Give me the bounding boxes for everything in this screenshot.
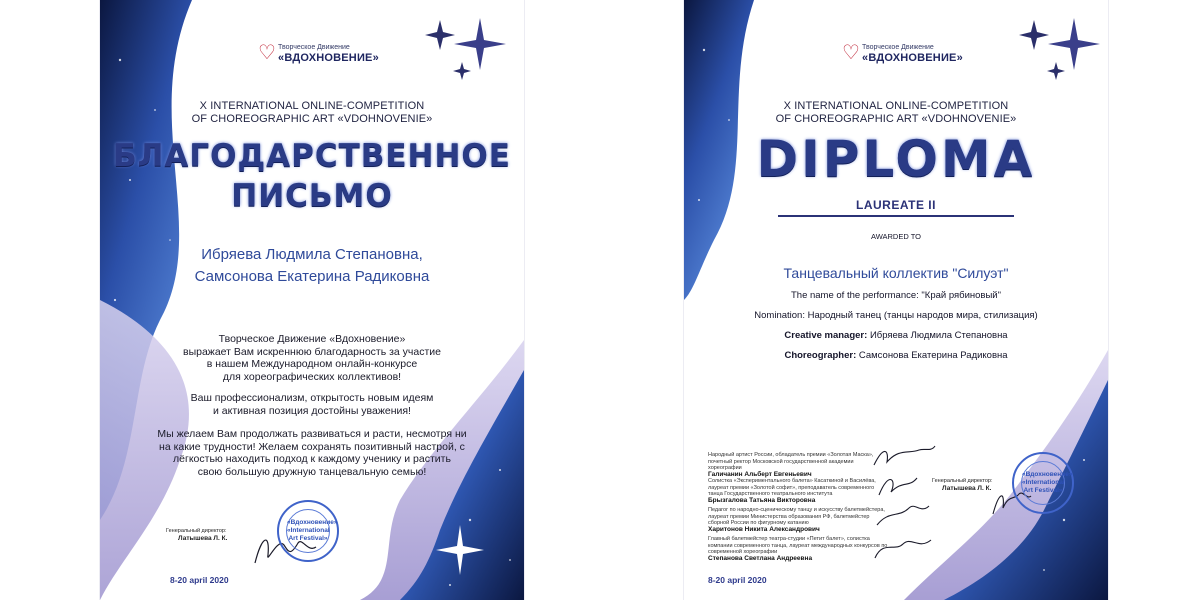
- document-title: DIPLOMA: [756, 130, 1036, 188]
- official-stamp: [277, 500, 339, 562]
- logo-subtitle: Творческое Движение: [862, 44, 934, 51]
- logo-subtitle: Творческое Движение: [278, 44, 350, 51]
- text-line: лёгкостью находить подход к каждому ученику и растить: [173, 453, 451, 465]
- stamp-line: «International: [1022, 479, 1065, 486]
- stamp-line: Art Festival»: [288, 535, 328, 542]
- text-line: Творческое Движение «Вдохновение»: [218, 333, 406, 345]
- director-block: [166, 528, 227, 542]
- director-name: Латышева Л. К.: [942, 485, 992, 492]
- jury-description: Солистка «Экспериментального балета» Касаткиной и Василёва, лауреат премии «Золотой софит», преподаватель современного танца Государственного театрального института: [708, 478, 876, 498]
- competition-line: OF CHOREOGRAPHIC ART «VDOHNOVENIE»: [775, 113, 1017, 125]
- creative-manager-label: Creative manager:: [784, 330, 868, 341]
- competition-name: [684, 100, 1108, 126]
- diploma: [684, 0, 1108, 600]
- jury-name: Брызгалова Татьяна Викторовна: [708, 496, 816, 504]
- official-stamp: [1012, 452, 1074, 514]
- sparkle-star-icon: [430, 520, 490, 580]
- jury-name: Харитонов Никита Александрович: [708, 525, 820, 533]
- performance-name: The name of the performance: "Край рябиновый": [790, 290, 1001, 301]
- paragraph-1: [140, 333, 484, 383]
- stamp-line: «Вдохновение»: [287, 519, 338, 526]
- logo-name: «ВДОХНОВЕНИЕ»: [278, 52, 379, 64]
- thank-you-letter: [100, 0, 524, 600]
- director-role: Генеральный директор:: [932, 478, 993, 484]
- text-line: в нашем Международном онлайн-конкурсе: [206, 358, 418, 370]
- logo: [684, 42, 1108, 68]
- competition-line: OF CHOREOGRAPHIC ART «VDOHNOVENIE»: [191, 113, 433, 125]
- document-title: [100, 136, 524, 216]
- text-line: свою большую дружную танцевальную семью!: [197, 465, 427, 478]
- text-line: на какие трудности! Желаем сохранять позитивный настрой, с: [159, 440, 465, 453]
- paragraph-2: [140, 392, 484, 417]
- awardee-name: Танцевальный коллектив "Силуэт": [783, 265, 1009, 281]
- jury-name: Галичанин Альберт Евгеньевич: [708, 470, 812, 478]
- jury-description: Главный балетмейстер театра-студии «Петит балет», солистка компании современного танца, лауреат международных конкурсов по современной хореографии: [708, 536, 888, 556]
- jury-name: Степанова Светлана Андреевна: [708, 554, 813, 562]
- awarded-to-label: AWARDED TO: [870, 232, 921, 241]
- creative-manager-name: Ибряева Людмила Степановна: [869, 330, 1008, 341]
- text-line: Мы желаем Вам продолжать развиваться и расти, несмотря ни: [157, 428, 467, 440]
- competition-name: [100, 100, 524, 126]
- stamp-line: «Вдохновение»: [1022, 471, 1073, 478]
- recipient-name: Самсонова Екатерина Радиковна: [194, 268, 430, 285]
- text-line: и активная позиция достойны уважения!: [213, 404, 411, 417]
- jury-member: [708, 478, 888, 504]
- director-block: [932, 478, 993, 492]
- stamp-line: Art Festival»: [1023, 487, 1063, 494]
- choreographer-label: Choreographer:: [784, 350, 857, 361]
- choreographer-name: Самсонова Екатерина Радиковна: [858, 350, 1008, 361]
- title-line: БЛАГОДАРСТВЕННОЕ: [113, 138, 511, 174]
- jury-member: [708, 536, 888, 562]
- title-underline: [778, 215, 1014, 217]
- heart-logo-icon: ♡: [842, 42, 860, 64]
- choreographer: [684, 350, 1108, 362]
- competition-line: X INTERNATIONAL ONLINE-COMPETITION: [199, 100, 425, 112]
- stamp-text: [286, 509, 338, 553]
- jury-signatures-icon: [869, 440, 939, 570]
- recipients: [100, 244, 524, 288]
- jury-description: Педагог по народно-сценическому танцу и искусству балетмейстера, лауреат премии Министерства образования РФ, балетмейстер сборной России по фигурному катанию: [708, 507, 885, 527]
- event-date: 8-20 april 2020: [708, 575, 767, 585]
- text-line: Ваш профессионализм, открытость новым идеям: [190, 392, 434, 404]
- recipient-name: Ибряева Людмила Степановна,: [201, 246, 423, 263]
- heart-logo-icon: ♡: [258, 42, 276, 64]
- stamp-text: [1021, 461, 1073, 505]
- text-line: для хореографических коллективов!: [222, 370, 402, 383]
- nomination: Nomination: Народный танец (танцы народов мира, стилизация): [754, 310, 1038, 321]
- logo: [100, 42, 524, 68]
- creative-manager: [684, 330, 1108, 342]
- logo-name: «ВДОХНОВЕНИЕ»: [862, 52, 963, 64]
- stamp-line: «International: [287, 527, 330, 534]
- competition-line: X INTERNATIONAL ONLINE-COMPETITION: [783, 100, 1009, 112]
- paragraph-3: [140, 428, 484, 478]
- text-line: выражает Вам искреннюю благодарность за участие: [182, 345, 442, 358]
- event-date: 8-20 april 2020: [170, 575, 229, 585]
- title-line: ПИСЬМО: [231, 178, 393, 214]
- laureate-degree: LAUREATE II: [856, 198, 936, 212]
- jury-description: Народный артист России, обладатель премии «Золотая Маска», почетный ректор Московской государственной академии хореографии: [708, 452, 874, 472]
- director-name: Латышева Л. К.: [178, 535, 228, 542]
- director-role: Генеральный директор:: [166, 528, 227, 534]
- jury-member: [708, 452, 888, 478]
- jury-member: [708, 507, 888, 533]
